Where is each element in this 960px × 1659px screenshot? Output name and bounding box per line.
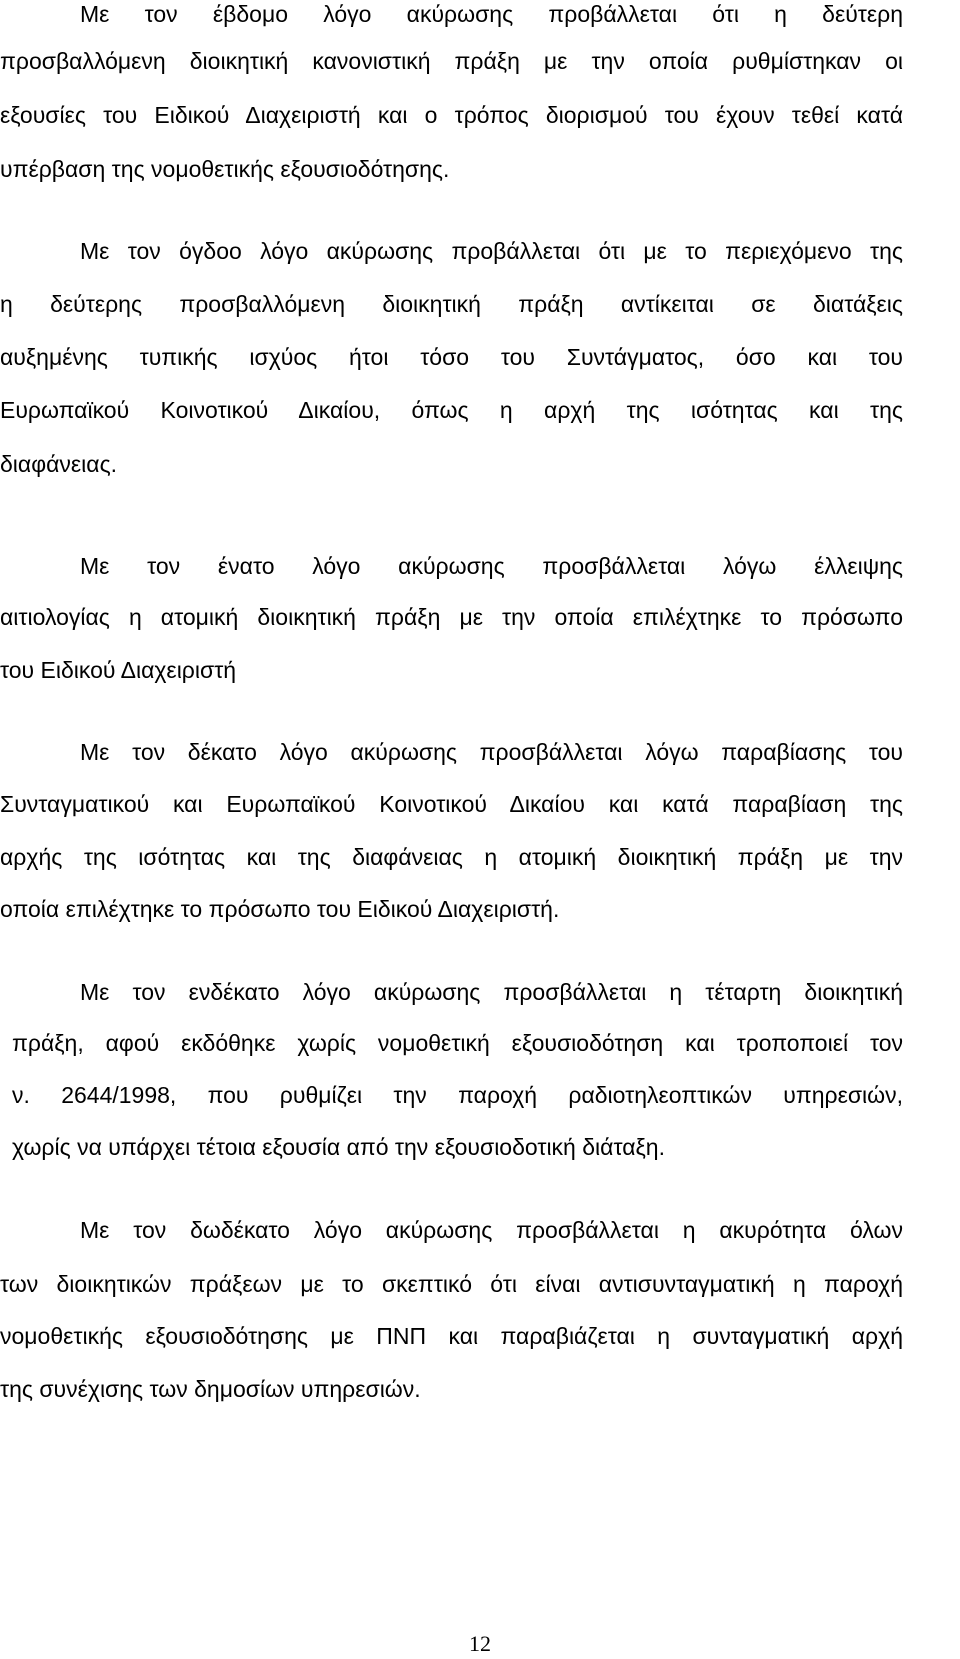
- text-line: αρχής της ισότητας και της διαφάνειας η ατομική διοικητική πράξη με την: [0, 844, 903, 870]
- text-line: νομοθετικής εξουσιοδότησης με ΠΝΠ και παραβιάζεται η συνταγματική αρχή: [0, 1323, 903, 1349]
- text-line: χωρίς να υπάρχει τέτοια εξουσία από την εξουσιοδοτική διάταξη.: [12, 1134, 665, 1160]
- text-line: Με τον δωδέκατο λόγο ακύρωσης προσβάλλεται η ακυρότητα όλων: [80, 1217, 903, 1243]
- text-line: Με τον ένατο λόγο ακύρωσης προσβάλλεται λόγω έλλειψης: [80, 553, 903, 579]
- text-line: αυξημένης τυπικής ισχύος ήτοι τόσο του Συντάγματος, όσο και του: [0, 344, 903, 370]
- text-line: του Ειδικού Διαχειριστή: [0, 657, 237, 683]
- text-line: προσβαλλόμενη διοικητική κανονιστική πράξη με την οποία ρυθμίστηκαν οι: [0, 48, 903, 74]
- text-line: Ευρωπαϊκού Κοινοτικού Δικαίου, όπως η αρχή της ισότητας και της: [0, 397, 903, 423]
- text-line: των διοικητικών πράξεων με το σκεπτικό ότι είναι αντισυνταγματική η παροχή: [0, 1271, 903, 1297]
- text-line: η δεύτερης προσβαλλόμενη διοικητική πράξη αντίκειται σε διατάξεις: [0, 291, 903, 317]
- text-line: οποία επιλέχτηκε το πρόσωπο του Ειδικού Διαχειριστή.: [0, 896, 560, 922]
- text-line: Με τον έβδομο λόγο ακύρωσης προβάλλεται ότι η δεύτερη: [80, 1, 903, 27]
- text-line: της συνέχισης των δημοσίων υπηρεσιών.: [0, 1376, 421, 1402]
- text-line: διαφάνειας.: [0, 451, 118, 477]
- text-line: Συνταγματικού και Ευρωπαϊκού Κοινοτικού Δικαίου και κατά παραβίαση της: [0, 791, 903, 817]
- text-line: αιτιολογίας η ατομική διοικητική πράξη με την οποία επιλέχτηκε το πρόσωπο: [0, 604, 903, 630]
- text-line: εξουσίες του Ειδικού Διαχειριστή και ο τρόπος διορισμού του έχουν τεθεί κατά: [0, 102, 903, 128]
- text-line: υπέρβαση της νομοθετικής εξουσιοδότησης.: [0, 156, 450, 182]
- text-line: Με τον δέκατο λόγο ακύρωσης προσβάλλεται λόγω παραβίασης του: [80, 739, 903, 765]
- text-line: Με τον ενδέκατο λόγο ακύρωσης προσβάλλεται η τέταρτη διοικητική: [80, 979, 903, 1005]
- page-number: 12: [469, 1631, 491, 1656]
- text-line: Με τον όγδοο λόγο ακύρωσης προβάλλεται ότι με το περιεχόμενο της: [80, 238, 903, 264]
- text-line: ν. 2644/1998, που ρυθμίζει την παροχή ραδιοτηλεοπτικών υπηρεσιών,: [12, 1082, 903, 1108]
- text-line: πράξη, αφού εκδόθηκε χωρίς νομοθετική εξουσιοδότηση και τροποποιεί τον: [12, 1030, 903, 1056]
